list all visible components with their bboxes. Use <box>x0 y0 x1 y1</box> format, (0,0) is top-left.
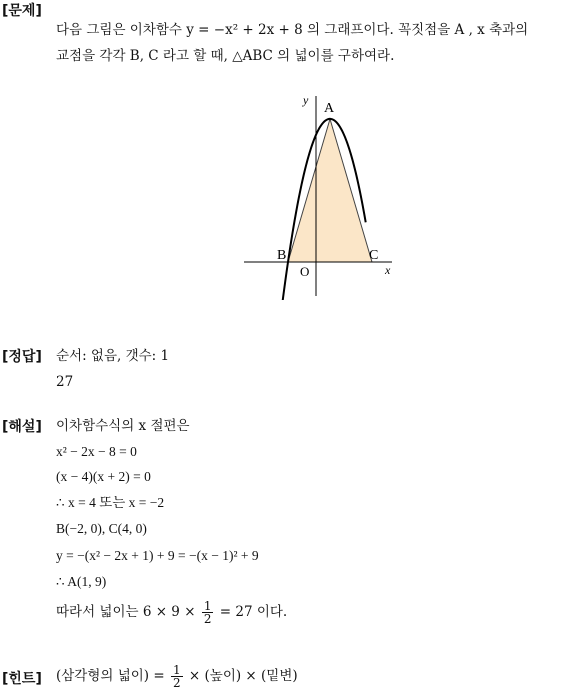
fraction-denominator: 2 <box>203 612 212 626</box>
label-a: A <box>324 101 335 116</box>
label-c: C <box>369 248 379 263</box>
problem-tag: [문제] <box>2 3 42 19</box>
solution-eq4: B(−2, 0), C(4, 0) <box>56 521 147 536</box>
answer-value: 27 <box>56 374 74 390</box>
solution-final-fraction <box>202 600 214 625</box>
hint-suffix: × (높이) × (밑변) <box>188 668 298 684</box>
solution-final-suffix: = 27 이다. <box>219 604 288 620</box>
hint-fraction-numerator: 1 <box>172 663 181 677</box>
answer-line1: 순서: 없음, 갯수: 1 <box>56 348 170 364</box>
label-y: y <box>303 93 309 107</box>
hint-fraction-denominator: 2 <box>172 676 181 690</box>
solution-eq6: ∴ A(1, 9) <box>56 574 107 589</box>
fraction-numerator: 1 <box>203 599 212 613</box>
solution-eq5: y = −(x² − 2x + 1) + 9 = −(x − 1)² + 9 <box>56 548 259 563</box>
label-b: B <box>277 248 287 263</box>
hint-tag: [힌트] <box>2 671 42 687</box>
solution-eq3: ∴ x = 4 또는 x = −2 <box>56 495 165 510</box>
solution-intro: 이차함수식의 x 절편은 <box>56 418 190 434</box>
problem-text-line1: 다음 그림은 이차함수 y = −x² + 2x + 8 의 그래프이다. 꼭짓점을 A , x 축과의 <box>56 22 529 38</box>
hint-fraction <box>171 664 183 689</box>
label-x: x <box>385 263 391 277</box>
hint-prefix: (삼각형의 넓이) = <box>56 668 165 684</box>
hint-text <box>56 664 298 689</box>
solution-eq2: (x − 4)(x + 2) = 0 <box>56 469 151 484</box>
solution-tag: [해설] <box>2 419 42 435</box>
problem-text-line2: 교점을 각각 B, C 라고 할 때, △ABC 의 넓이를 구하여라. <box>56 48 395 64</box>
solution-final <box>56 600 287 625</box>
solution-eq1: x² − 2x − 8 = 0 <box>56 444 137 459</box>
solution-final-prefix: 따라서 넓이는 6 × 9 × <box>56 604 196 620</box>
answer-tag: [정답] <box>2 349 42 365</box>
label-o: O <box>300 264 310 279</box>
parabola-figure <box>240 88 400 300</box>
